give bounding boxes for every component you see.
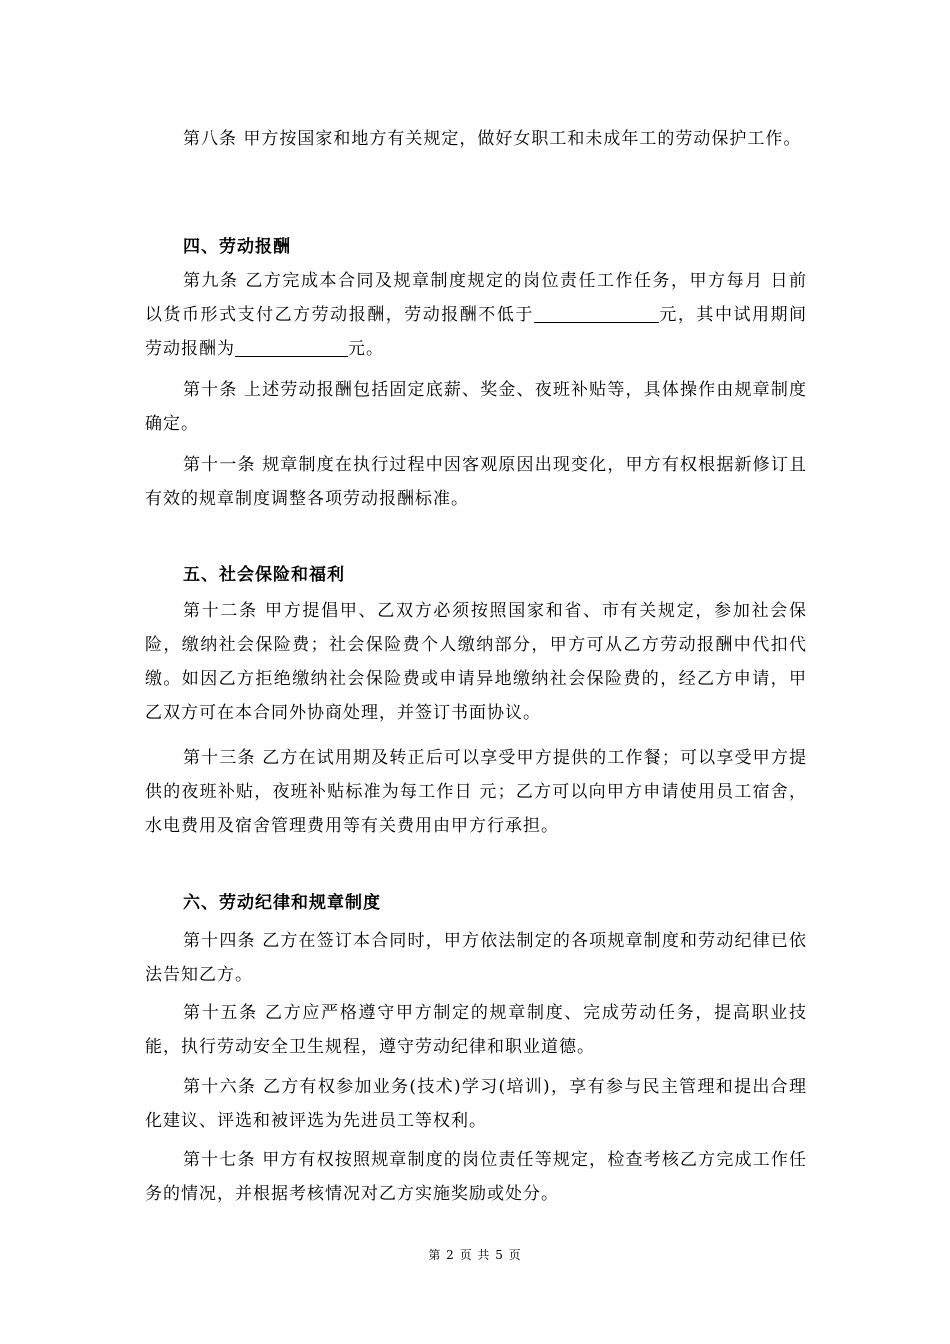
- article-9-part2: 元，其中试用期间劳动报酬为: [145, 305, 808, 359]
- article-16: 第十六条 乙方有权参加业务(技术)学习(培训)，享有参与民主管理和提出合理化建议、评选和被评选为先进员工等权利。: [145, 1077, 807, 1131]
- section-5-heading: 五、社会保险和福利: [183, 565, 345, 585]
- probation-salary-blank: [235, 339, 348, 357]
- article-17: 第十七条 甲方有权按照规章制度的岗位责任等规定，检查考核乙方完成工作任务的情况，并根据考核情况对乙方实施奖励或处分。: [145, 1150, 807, 1204]
- article-15: 第十五条 乙方应严格遵守甲方制定的规章制度、完成劳动任务，提高职业技能，执行劳动安全卫生规程，遵守劳动纪律和职业道德。: [145, 1003, 807, 1057]
- article-9-part3: 元。: [348, 339, 384, 359]
- article-10: 第十条 上述劳动报酬包括固定底薪、奖金、夜班补贴等，具体操作由规章制度确定。: [145, 380, 807, 434]
- page-number: 第 2 页 共 5 页: [428, 1248, 522, 1262]
- article-13: 第十三条 乙方在试用期及转正后可以享受甲方提供的工作餐；可以享受甲方提供的夜班补贴，夜班补贴标准为每工作日 元；乙方可以向甲方申请使用员工宿舍，水电费用及宿舍管理费用等有关费用由甲方行承担。: [145, 748, 807, 836]
- article-11: 第十一条 规章制度在执行过程中因客观原因出现变化，甲方有权根据新修订且有效的规章制度调整各项劳动报酬标准。: [145, 455, 807, 509]
- salary-blank: [534, 305, 659, 323]
- section-4-heading: 四、劳动报酬: [183, 237, 291, 257]
- article-9-part1: 第九条 乙方完成本合同及规章制度规定的岗位责任工作任务，甲方每月 日前以货币形式支付乙方劳动报酬，劳动报酬不低于: [145, 271, 807, 325]
- article-12: 第十二条 甲方提倡甲、乙双方必须按照国家和省、市有关规定，参加社会保险，缴纳社会保险费；社会保险费个人缴纳部分，甲方可从乙方劳动报酬中代扣代缴。如因乙方拒绝缴纳社会保险费或申请异地缴纳社会保险费的，经乙方申请，甲乙双方可在本合同外协商处理，并签订书面协议。: [145, 601, 807, 723]
- article-8: 第八条 甲方按国家和地方有关规定，做好女职工和未成年工的劳动保护工作。: [183, 129, 802, 149]
- article-9: [145, 264, 807, 366]
- section-6-heading: 六、劳动纪律和规章制度: [183, 893, 381, 913]
- article-14: 第十四条 乙方在签订本合同时，甲方依法制定的各项规章制度和劳动纪律已依法告知乙方。: [145, 931, 807, 985]
